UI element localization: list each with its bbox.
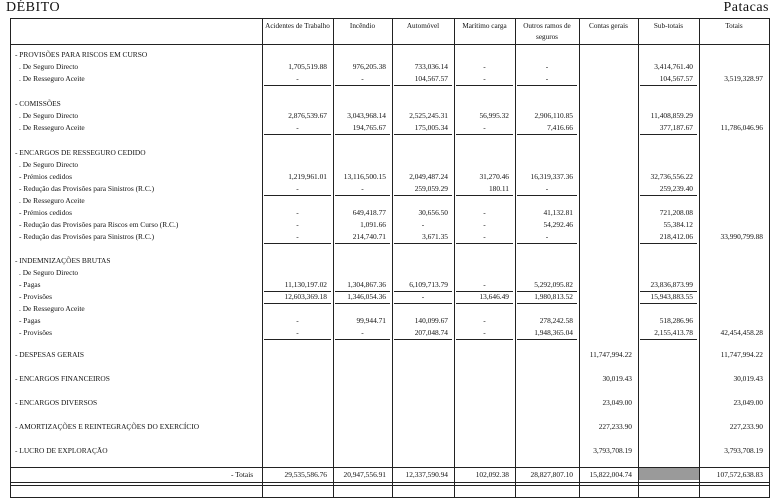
row-label: . De Resseguro Aceite	[19, 196, 85, 205]
cell-value: 3,671.35	[394, 231, 452, 244]
column-header: Automóvel	[406, 22, 440, 30]
row-label: . De Seguro Directo	[19, 62, 79, 71]
cell-value: 227,233.90	[729, 422, 763, 431]
cell-value: 31,270.46	[479, 172, 509, 181]
table-row	[11, 147, 769, 159]
cell-value: 518,286.96	[659, 316, 693, 325]
cell-value: -	[483, 316, 486, 325]
total-value: 28,827,807.10	[530, 470, 573, 479]
table-row	[11, 315, 769, 327]
cell-value: 2,906,110.85	[534, 111, 573, 120]
cell-value: 13,646.49	[456, 291, 513, 304]
cell-value: 99,944.71	[356, 316, 386, 325]
row-label: - Provisões	[19, 328, 53, 337]
cell-value: -	[517, 231, 577, 244]
row-label: - Pagas	[19, 316, 41, 325]
table-row	[11, 267, 769, 279]
cell-value: -	[421, 220, 425, 229]
page-title: DÉBITO	[6, 0, 61, 15]
cell-value: -	[456, 231, 513, 244]
cell-value: 2,876,539.67	[288, 111, 327, 120]
cell-value: -	[394, 291, 452, 304]
cell-value: 104,567.57	[640, 73, 697, 86]
cell-value: 180.11	[456, 183, 513, 196]
cell-value: 13,116,500.15	[343, 172, 386, 181]
cell-value: 11,747,994.22	[589, 350, 632, 359]
column-header: Contas gerais	[589, 22, 628, 30]
cell-value: -	[296, 208, 299, 217]
cell-value: -	[264, 122, 331, 135]
row-label: - Prémios cedidos	[19, 208, 72, 217]
cell-value: -	[456, 279, 513, 292]
cell-value: 2,049,487.24	[409, 172, 448, 181]
cell-value: -	[456, 327, 513, 340]
cell-value: 721,208.08	[659, 208, 693, 217]
cell-value: 214,740.71	[335, 231, 390, 244]
cell-value: 278,242.58	[539, 316, 573, 325]
table-row	[11, 373, 769, 385]
cell-value: 2,155,413.78	[640, 327, 697, 340]
column-header: Outros ramos de seguros	[523, 22, 571, 41]
cell-value: 16,319,337.36	[530, 172, 573, 181]
column-header: Marítimo carga	[462, 22, 507, 30]
cell-value: -	[517, 73, 577, 86]
row-label: - Pagas	[19, 280, 41, 289]
row-label: . De Seguro Directo	[19, 268, 79, 277]
column-header: Acidentes de Trabalho	[265, 22, 330, 30]
table-row	[11, 49, 769, 61]
row-label: - Provisões	[19, 292, 53, 301]
cell-value: 2,525,245.31	[409, 111, 448, 120]
cell-value: 3,793,708.19	[593, 446, 632, 455]
cell-value: 259,059.29	[394, 183, 452, 196]
table-row	[11, 73, 769, 85]
total-value: 20,947,556.91	[343, 470, 386, 479]
row-label: - LUCRO DE EXPLORAÇÃO	[15, 446, 108, 455]
row-label: - Redução das Provisões para Sinistros (R.C.)	[19, 184, 155, 193]
cell-value: -	[264, 327, 331, 340]
row-label: - PROVISÕES PARA RISCOS EM CURSO	[15, 50, 148, 59]
cell-value: 227,233.90	[598, 422, 632, 431]
cell-value: 23,049.00	[602, 398, 632, 407]
cell-value: -	[545, 62, 549, 71]
cell-value: 1,948,365.04	[517, 327, 577, 340]
cell-value: 23,049.00	[733, 398, 763, 407]
cell-value: 41,132.81	[543, 208, 573, 217]
cell-value: -	[456, 73, 513, 86]
debit-table	[10, 18, 770, 498]
table-row	[11, 255, 769, 267]
cell-value: 5,292,095.82	[517, 279, 577, 292]
column-header: Totais	[725, 22, 743, 30]
cell-value: 976,205.38	[352, 62, 386, 71]
cell-value: 11,786,046.96	[720, 123, 763, 132]
table-row	[11, 159, 769, 171]
cell-value: 3,519,328.97	[724, 74, 763, 83]
cell-value: 7,416.66	[517, 122, 577, 135]
row-label: - INDEMNIZAÇÕES BRUTAS	[15, 256, 111, 265]
row-label: - ENCARGOS DE RESSEGURO CEDIDO	[15, 148, 146, 157]
row-label: . De Seguro Directo	[19, 160, 79, 169]
totals-label: - Totais	[231, 470, 254, 479]
cell-value: -	[483, 208, 486, 217]
cell-value: 140,099.67	[414, 316, 448, 325]
cell-value: 1,219,961.01	[288, 172, 327, 181]
cell-value: -	[296, 316, 299, 325]
cell-value: -	[335, 183, 390, 196]
table-row	[11, 291, 769, 303]
total-value: 15,822,004.74	[589, 470, 632, 479]
cell-value: 30,019.43	[733, 374, 763, 383]
cell-value: 42,454,458.28	[720, 328, 763, 337]
cell-value: 30,019.43	[602, 374, 632, 383]
table-row	[11, 183, 769, 195]
cell-value: 1,705,519.88	[288, 62, 327, 71]
column-header: Incêndio	[349, 22, 376, 30]
cell-value: -	[264, 231, 331, 244]
totals-double-underline	[11, 485, 769, 486]
row-label: . De Resseguro Aceite	[19, 304, 85, 313]
cell-value: 12,603,369.18	[264, 291, 331, 304]
table-row	[11, 397, 769, 409]
cell-value: -	[483, 220, 486, 229]
row-label: - AMORTIZAÇÕES E REINTEGRAÇÕES DO EXERCÍCIO	[15, 422, 200, 431]
table-row	[11, 421, 769, 433]
cell-value: 30,656.50	[418, 208, 448, 217]
table-row	[11, 231, 769, 243]
total-value: 29,535,586.76	[284, 470, 327, 479]
row-label: . De Resseguro Aceite	[19, 74, 85, 83]
cell-value: 1,980,813.52	[517, 291, 577, 304]
cell-value: 23,836,873.99	[640, 279, 697, 292]
row-label: - ENCARGOS FINANCEIROS	[15, 374, 110, 383]
total-value: 102,092.38	[475, 470, 509, 479]
cell-value: 259,239.40	[640, 183, 697, 196]
cell-value: 733,036.14	[414, 62, 448, 71]
table-row	[11, 279, 769, 291]
totals-underline	[11, 482, 769, 483]
cell-value: -	[517, 183, 577, 196]
cell-value: 1,304,867.36	[335, 279, 390, 292]
table-row	[11, 445, 769, 457]
cell-value: -	[264, 73, 331, 86]
row-label: . De Seguro Directo	[19, 111, 79, 120]
cell-value: 649,418.77	[352, 208, 386, 217]
cell-value: -	[456, 122, 513, 135]
table-row	[11, 171, 769, 183]
table-row	[11, 195, 769, 207]
cell-value: 218,412.06	[640, 231, 697, 244]
cell-value: -	[335, 73, 390, 86]
cell-value: 11,130,197.02	[264, 279, 331, 292]
row-label: - Redução das Provisões para Sinistros (R.C.)	[19, 232, 155, 241]
row-label: . De Resseguro Aceite	[19, 123, 85, 132]
cell-value: -	[296, 220, 299, 229]
row-label: - COMISSÕES	[15, 99, 61, 108]
cell-value: -	[335, 327, 390, 340]
table-row	[11, 98, 769, 110]
cell-value: -	[483, 62, 486, 71]
total-value: 12,337,590.94	[405, 470, 448, 479]
row-label: - Prémios cedidos	[19, 172, 72, 181]
cell-value: 56,995.32	[479, 111, 509, 120]
cell-value: 1,346,054.36	[335, 291, 390, 304]
cell-value: 175,005.34	[394, 122, 452, 135]
table-row	[11, 61, 769, 73]
cell-value: 54,292.46	[543, 220, 573, 229]
cell-value: 11,408,859.29	[650, 111, 693, 120]
row-label: - DESPESAS GERAIS	[15, 350, 84, 359]
table-row	[11, 207, 769, 219]
cell-value: 207,048.74	[394, 327, 452, 340]
row-label: - ENCARGOS DIVERSOS	[15, 398, 98, 407]
header-divider	[11, 44, 769, 45]
row-label: - Redução das Provisões para Riscos em Curso (R.C.)	[19, 220, 179, 229]
cell-value: -	[264, 183, 331, 196]
cell-value: 32,736,556.22	[650, 172, 693, 181]
currency-label: Patacas	[723, 0, 769, 15]
cell-value: 11,747,994.22	[720, 350, 763, 359]
cell-value: 194,765.67	[335, 122, 390, 135]
table-row	[11, 219, 769, 231]
cell-value: 3,414,761.40	[654, 62, 693, 71]
cell-value: 104,567.57	[394, 73, 452, 86]
cell-value: 55,384.12	[663, 220, 693, 229]
cell-value: 1,091.66	[360, 220, 386, 229]
total-value: 107,572,638.83	[716, 470, 763, 479]
shaded-cell	[639, 468, 699, 480]
table-row	[11, 110, 769, 122]
cell-value: 6,109,713.79	[394, 279, 452, 292]
table-row	[11, 303, 769, 315]
table-row	[11, 327, 769, 339]
cell-value: 377,187.67	[640, 122, 697, 135]
cell-value: 3,793,708.19	[724, 446, 763, 455]
table-row	[11, 349, 769, 361]
table-row	[11, 122, 769, 134]
column-header: Sub-totais	[653, 22, 684, 30]
cell-value: 33,990,799.88	[720, 232, 763, 241]
cell-value: 15,943,883.55	[640, 291, 697, 304]
cell-value: 3,043,968.14	[347, 111, 386, 120]
